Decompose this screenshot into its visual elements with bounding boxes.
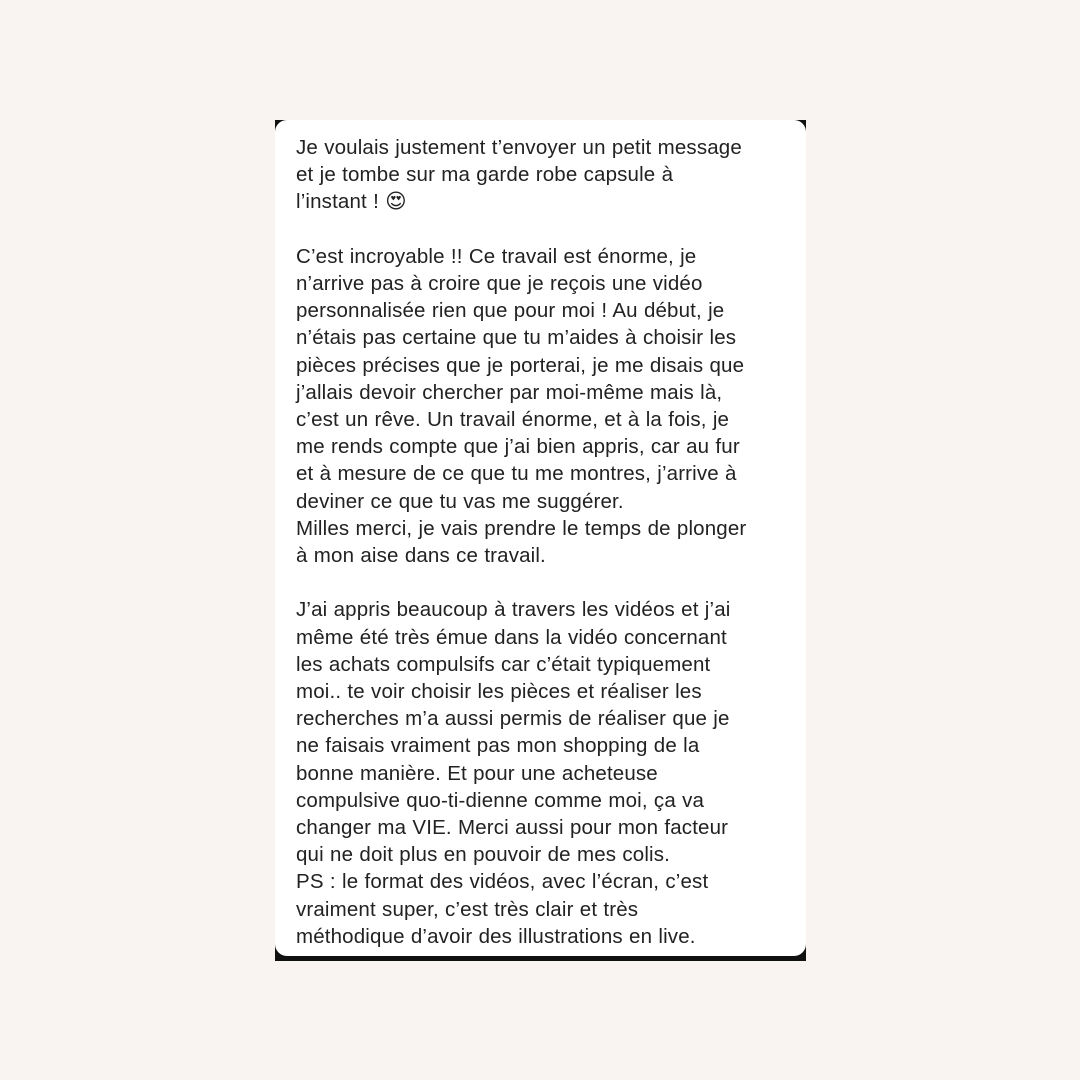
- message-paragraph-1: Je voulais justement t’envoyer un petit message et je tombe sur ma garde robe capsule à l’instant ! 😍: [296, 136, 742, 214]
- message-paragraph-2: C’est incroyable !! Ce travail est énorme, je n’arrive pas à croire que je reçois une vidéo personnalisée rien que pour moi ! Au début, je n’étais pas certaine que tu m’aides à choisir les pièces précises que je porterai, je me disais que j’allais devoir chercher par moi-même mais là, c’est un rêve. Un travail énorme, et à la fois, je me rends compte que j’ai bien appris, car au fur et à mesure de ce que tu me montres, j’arrive à deviner ce que tu vas me suggérer. Milles merci, je vais prendre le temps de plonger à mon aise dans ce travail.: [296, 244, 747, 568]
- message-sheet: [275, 120, 806, 956]
- message-screenshot: [275, 120, 806, 961]
- message-paragraph-3: J’ai appris beaucoup à travers les vidéos et j’ai même été très émue dans la vidéo concernant les achats compulsifs car c’était typiquement moi.. te voir choisir les pièces et réaliser les recherches m’a aussi permis de réaliser que je ne faisais vraiment pas mon shopping de la bonne manière. Et pour une acheteuse compulsive quo-ti-dienne comme moi, ça va changer ma VIE. Merci aussi pour mon facteur qui ne doit plus en pouvoir de mes colis. PS : le format des vidéos, avec l’écran, c’est vraiment super, c’est très clair et très méthodique d’avoir des illustrations en live.: [296, 598, 731, 948]
- message-text: [296, 134, 792, 950]
